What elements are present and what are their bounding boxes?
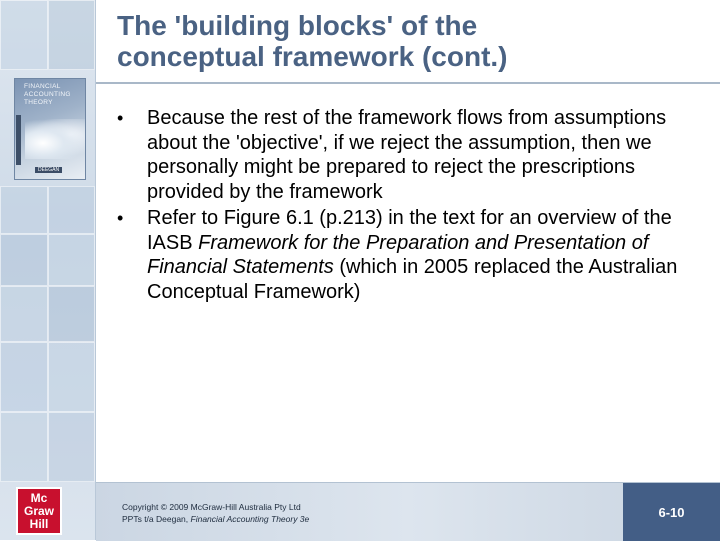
tile bbox=[0, 186, 48, 234]
slide-body bbox=[117, 106, 707, 306]
logo-text: Mc bbox=[30, 490, 48, 505]
mcgraw-hill-logo bbox=[16, 487, 62, 535]
footer-copyright bbox=[122, 501, 309, 525]
tile-pattern bbox=[0, 0, 95, 482]
slide-title-line: conceptual framework (cont.) bbox=[117, 41, 508, 72]
slide-title bbox=[117, 10, 707, 72]
tile bbox=[0, 412, 48, 482]
tile bbox=[48, 412, 95, 482]
tile bbox=[48, 0, 95, 70]
bullet-text-italic: Framework for the Preparation and Presentation of Financial Statements bbox=[147, 231, 649, 278]
bullet-text: (which in 2005 replaced the Australian Conceptual Framework) bbox=[147, 256, 678, 303]
book-title-line: FINANCIAL bbox=[24, 83, 61, 90]
slide-title-line: The 'building blocks' of the bbox=[117, 10, 478, 41]
bullet-glyph: • bbox=[117, 208, 124, 228]
tile bbox=[0, 342, 48, 412]
copyright-text: Copyright © 2009 McGraw-Hill Australia Pty Ltd bbox=[122, 502, 301, 512]
bullet-text: Because the rest of the framework flows from assumptions about the 'objective', if we reject the assumption, then we personally might be prepared to reject the prescriptions provided by the framework bbox=[147, 107, 667, 203]
tile bbox=[0, 0, 48, 70]
book-author: DEEGAN bbox=[35, 167, 62, 173]
credit-line bbox=[122, 513, 309, 525]
left-decorative-strip bbox=[0, 0, 95, 540]
title-rule bbox=[96, 82, 720, 84]
tile bbox=[48, 342, 95, 412]
logo-text: Graw bbox=[23, 503, 54, 518]
divider bbox=[95, 0, 96, 540]
book-title-line: ACCOUNTING bbox=[24, 91, 71, 98]
logo-text: Hill bbox=[29, 516, 49, 531]
bullet-item bbox=[117, 206, 707, 304]
tile bbox=[48, 234, 95, 286]
bullet-text: Refer to Figure 6.1 (p.213) in the text for an overview of the IASB bbox=[147, 207, 672, 254]
tile bbox=[48, 186, 95, 234]
page-number: 6-10 bbox=[623, 483, 720, 541]
bullet-glyph: • bbox=[117, 108, 124, 128]
bullet-item bbox=[117, 106, 707, 204]
book-ice-picture bbox=[25, 119, 85, 159]
book-title-line: THEORY bbox=[24, 99, 53, 106]
tile bbox=[0, 234, 48, 286]
book-cover-title bbox=[24, 83, 82, 107]
tile bbox=[0, 286, 48, 342]
book-spine bbox=[16, 115, 21, 165]
credit-book-title: Financial Accounting Theory 3e bbox=[190, 514, 310, 524]
footer-bar bbox=[96, 482, 720, 541]
tile bbox=[48, 286, 95, 342]
book-cover-image bbox=[14, 78, 86, 180]
credit-text: PPTs t/a Deegan, bbox=[122, 514, 191, 524]
